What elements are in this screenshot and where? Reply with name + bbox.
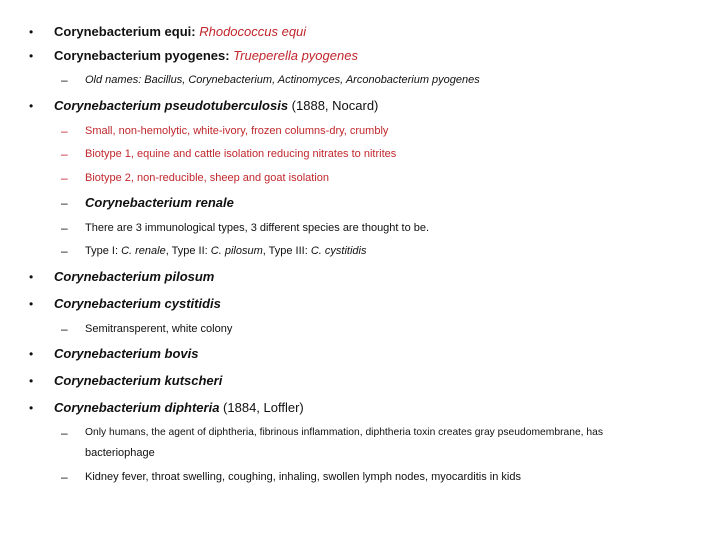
dash-icon: – xyxy=(61,147,68,161)
sub-item-renale: Corynebacterium renale xyxy=(85,195,234,210)
type-label: , Type II: xyxy=(165,245,211,257)
species-name: Corynebacterium pseudotuberculosis xyxy=(54,98,289,113)
list-item-pyogenes xyxy=(54,48,358,64)
sub-item: Biotype 1, equine and cattle isolation reducing nitrates to nitrites xyxy=(85,148,397,160)
discovery-note: (1884, Loffler) xyxy=(219,400,304,415)
bullet-icon: • xyxy=(29,99,34,113)
list-item-bovis: Corynebacterium bovis xyxy=(54,346,199,361)
dash-icon: – xyxy=(61,470,68,484)
dash-icon: – xyxy=(61,244,68,258)
type-species: C. cystitidis xyxy=(310,245,367,257)
dash-icon: – xyxy=(61,171,68,185)
sub-item: Kidney fever, throat swelling, coughing, inhaling, swollen lymph nodes, myocarditis in kids xyxy=(85,471,521,483)
discovery-note: (1888, Nocard) xyxy=(288,98,379,113)
list-item-equi xyxy=(54,24,306,40)
list-item-cystitidis: Corynebacterium cystitidis xyxy=(54,296,221,311)
bullet-icon: • xyxy=(29,297,34,311)
sub-item: Semitransperent, white colony xyxy=(85,323,233,335)
bullet-icon: • xyxy=(29,270,34,284)
bullet-icon: • xyxy=(29,347,34,361)
old-name: Corynebacterium equi: xyxy=(54,24,196,39)
list-item-pilosum: Corynebacterium pilosum xyxy=(54,269,215,284)
dash-icon: – xyxy=(61,73,68,87)
sub-item: Biotype 2, non-reducible, sheep and goat isolation xyxy=(85,172,330,184)
list-item-kutscheri: Corynebacterium kutscheri xyxy=(54,373,223,388)
new-name: Trueperella pyogenes xyxy=(233,48,358,63)
sub-item-types xyxy=(85,243,366,259)
bullet-icon: • xyxy=(29,374,34,388)
sub-item: There are 3 immunological types, 3 different species are thought to be. xyxy=(85,222,430,234)
list-item-pseudotuberculosis xyxy=(54,98,378,114)
type-label: Type I: xyxy=(85,245,122,257)
dash-icon: – xyxy=(61,426,68,440)
dash-icon: – xyxy=(61,196,68,210)
bullet-icon: • xyxy=(29,401,34,415)
sub-item: Only humans, the agent of diphtheria, fibrinous inflammation, diphtheria toxin creates gray pseudomembrane, has xyxy=(85,427,603,438)
bullet-icon: • xyxy=(29,49,34,63)
species-name: Corynebacterium diphteria xyxy=(54,400,220,415)
new-name: Rhodococcus equi xyxy=(199,24,307,39)
dash-icon: – xyxy=(61,124,68,138)
old-name: Corynebacterium pyogenes: xyxy=(54,48,230,63)
dash-icon: – xyxy=(61,221,68,235)
type-label: , Type III: xyxy=(262,245,311,257)
dash-icon: – xyxy=(61,322,68,336)
sub-item-continuation: bacteriophage xyxy=(85,447,155,459)
sub-item-old-names: Old names: Bacillus, Corynebacterium, Actinomyces, Arconobacterium pyogenes xyxy=(85,74,480,86)
type-species: C. renale xyxy=(121,245,166,257)
bullet-icon: • xyxy=(29,25,34,39)
list-item-diphteria xyxy=(54,400,304,416)
sub-item: Small, non-hemolytic, white-ivory, frozen columns-dry, crumbly xyxy=(85,125,389,137)
type-species: C. pilosum xyxy=(210,245,263,257)
